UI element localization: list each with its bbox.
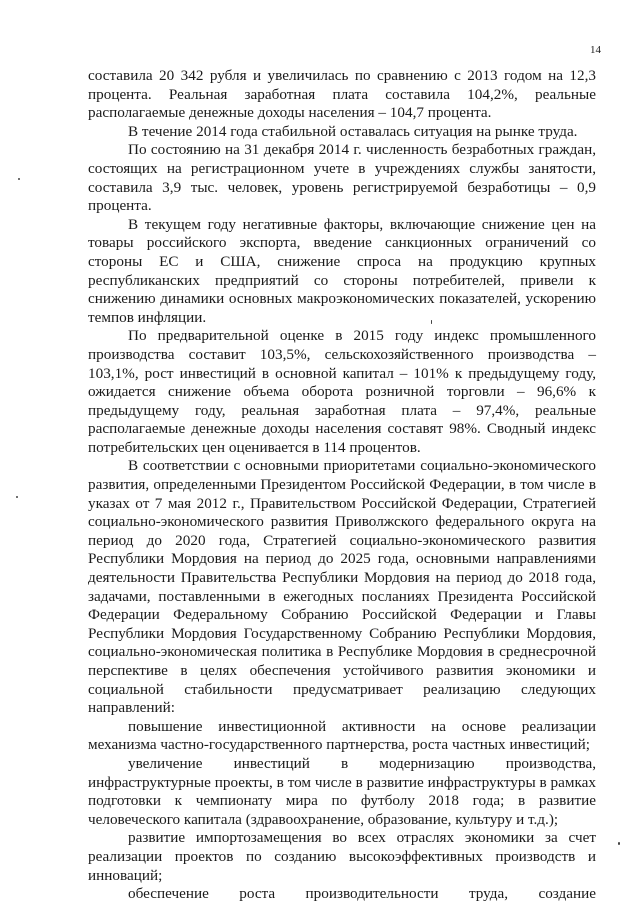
paragraph: развитие импортозамещения во всех отраслях экономики за счет реализации проектов по созданию высокоэффективных производств и инноваций; xyxy=(88,829,596,884)
scan-speck xyxy=(18,178,20,180)
paragraph: В текущем году негативные факторы, включающие снижение цен на товары российского экспорта, введение санкционных ограничений со стороны ЕС и США, снижение спроса на продукцию крупных республиканских предприятий со стороны потребителей, привели к снижению динамики основных макроэкономических показателей, ускорению темпов инфляции. xyxy=(88,215,596,326)
scan-speck xyxy=(431,320,432,324)
page-body xyxy=(88,67,596,904)
paragraph: По предварительной оценке в 2015 году индекс промышленного производства составит 103,5%, сельскохозяйственного производства – 103,1%, рост инвестиций в основной капитал – 101% к предыдущему году, ожидается снижение объема оборота розничной торговли – 96,6% к предыдущему году, реальная заработная плата – 97,4%, реальные располагаемые денежные доходы населения составят 98%. Сводный индекс потребительских цен оценивается в 114 процентов. xyxy=(88,327,596,456)
page-number: 14 xyxy=(590,44,601,56)
paragraph: обеспечение роста производительности труда, создание xyxy=(128,885,596,903)
scan-speck xyxy=(16,496,18,498)
paragraph: повышение инвестиционной активности на основе реализации механизма частно-государственного партнерства, роста частных инвестиций; xyxy=(88,717,596,754)
paragraph: составила 20 342 рубля и увеличилась по сравнению с 2013 годом на 12,3 процента. Реальная заработная плата составила 104,2%, реальные располагаемые денежные доходы населения – 104,7 процента. xyxy=(88,67,596,122)
scan-speck xyxy=(618,842,620,845)
paragraph: увеличение инвестиций в модернизацию производства, инфраструктурные проекты, в том числе в развитие инфраструктуры в рамках подготовки к чемпионату мира по футболу 2018 года; в развитие человеческого капитала (здравоохранение, образование, культуру и т.д.); xyxy=(88,754,596,828)
paragraph: В соответствии с основными приоритетами социально-экономического развития, определенными Президентом Российской Федерации, в том числе в указах от 7 мая 2012 г., Правительством Российской Федерации, Стратегией социально-экономического развития Приволжского федерального округа на период до 2020 года, Стратегией социально-экономического развития Республики Мордовия на период до 2025 года, основными направлениями деятельности Правительства Республики Мордовия на период до 2018 года, задачами, поставленными в ежегодных посланиях Президента Российской Федерации Федеральному Собранию Российской Федерации и Главы Республики Мордовия Государственному Собранию Республики Мордовия, социально-экономическая политика в Республике Мордовия в среднесрочной перспективе в целях обеспечения устойчивого развития экономики и социальной стабильности предусматривает реализацию следующих направлений: xyxy=(88,457,596,717)
paragraph: В течение 2014 года стабильной оставалась ситуация на рынке труда. xyxy=(128,122,578,140)
paragraph: По состоянию на 31 декабря 2014 г. численность безработных граждан, состоящих на регистрационном учете в учреждениях службы занятости, составила 3,9 тыс. человек, уровень регистрируемой безработицы – 0,9 процента. xyxy=(88,141,596,215)
